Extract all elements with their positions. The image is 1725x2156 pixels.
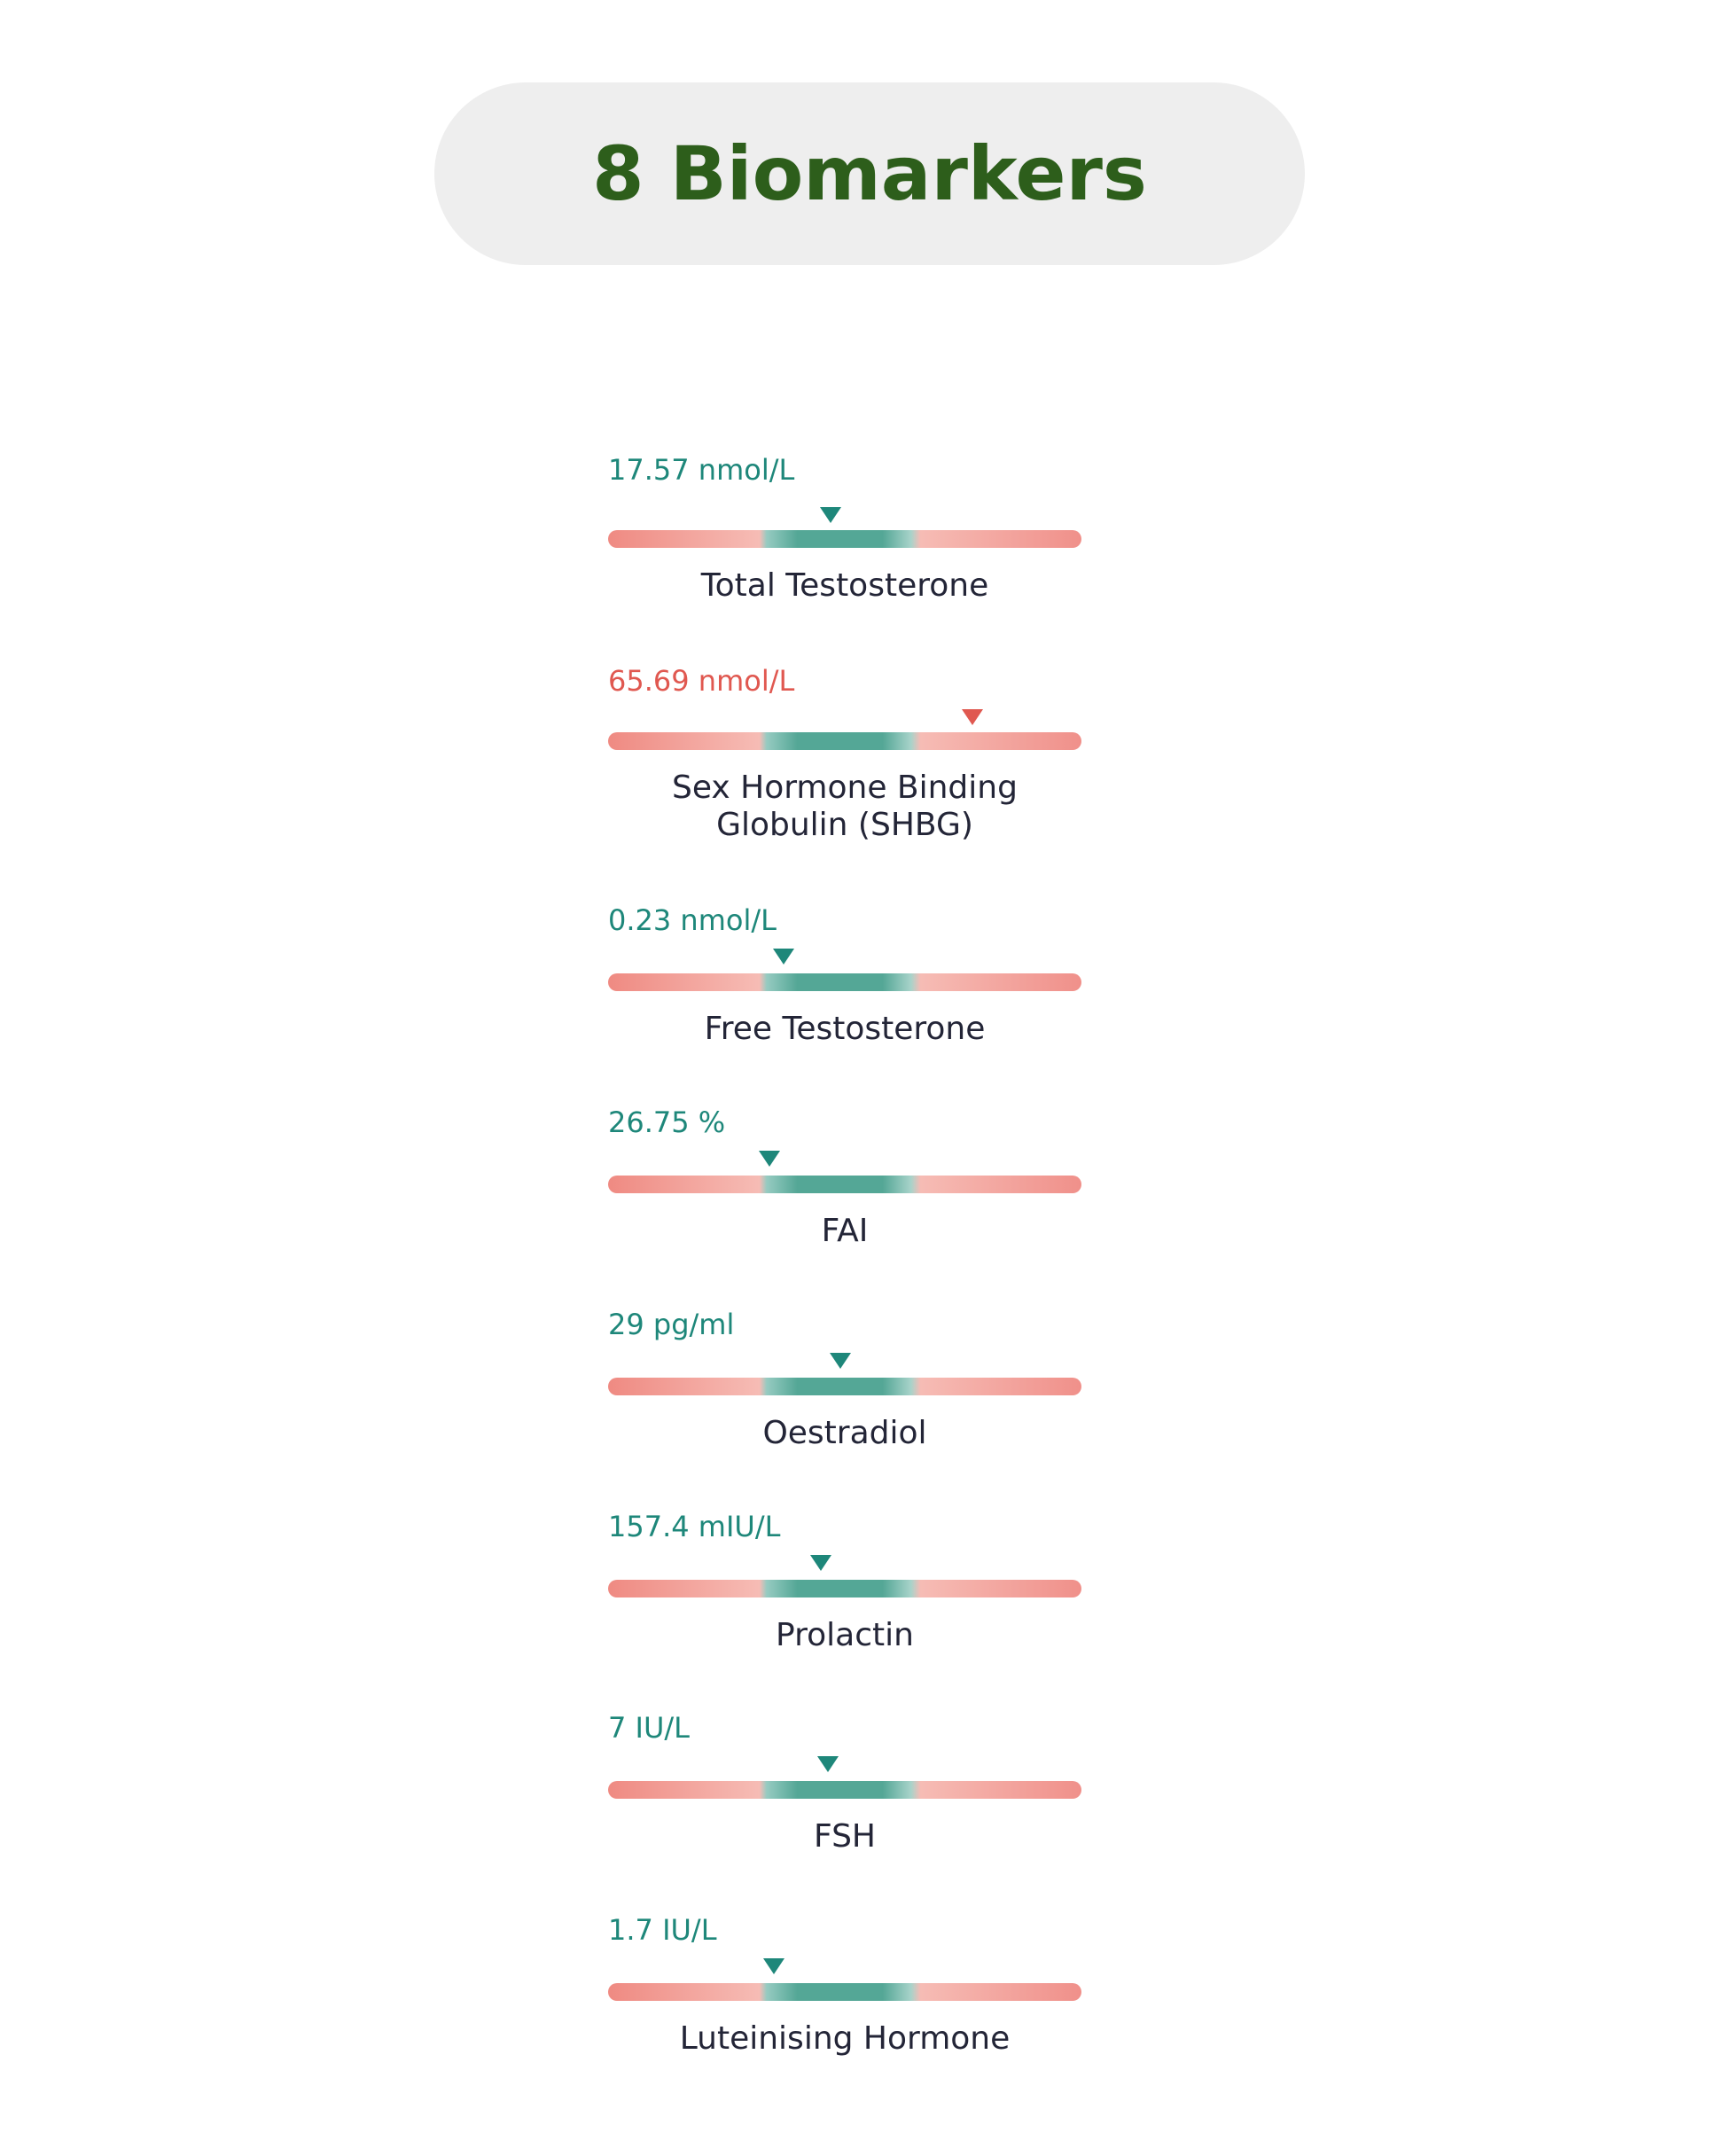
biomarker-fsh xyxy=(608,1711,1081,1864)
biomarker-name: Prolactin xyxy=(776,1617,914,1653)
header-pill xyxy=(434,82,1305,265)
biomarker-oestradiol xyxy=(608,1310,1081,1461)
biomarker-name: FSH xyxy=(814,1818,876,1855)
biomarker-value: 26.75 % xyxy=(608,1105,726,1139)
range-bar xyxy=(608,1176,1081,1193)
range-marker-icon xyxy=(820,507,841,523)
range-bar xyxy=(608,1983,1081,2001)
biomarker-total-testosterone xyxy=(608,453,1081,606)
biomarker-prolactin xyxy=(608,1512,1081,1663)
biomarker-name: Sex Hormone Binding Globulin (SHBG) xyxy=(672,769,1018,843)
biomarker-name: Total Testosterone xyxy=(700,567,989,604)
range-marker-icon xyxy=(773,949,794,965)
biomarker-free-testosterone xyxy=(608,903,1081,1057)
biomarker-value: 7 IU/L xyxy=(608,1711,690,1745)
range-bar xyxy=(608,1580,1081,1597)
biomarker-value: 1.7 IU/L xyxy=(608,1913,717,1947)
biomarker-value: 65.69 nmol/L xyxy=(608,664,795,698)
biomarker-name: FAI xyxy=(821,1213,869,1249)
range-marker-icon xyxy=(763,1958,784,1974)
biomarker-fai xyxy=(608,1105,1081,1259)
range-bar xyxy=(608,530,1081,548)
biomarker-name: Luteinising Hormone xyxy=(679,2020,1011,2057)
range-marker-icon xyxy=(830,1353,851,1369)
biomarker-value: 157.4 mIU/L xyxy=(608,1510,781,1543)
biomarker-name: Oestradiol xyxy=(762,1415,927,1451)
biomarker-value: 17.57 nmol/L xyxy=(608,453,795,487)
biomarker-value: 0.23 nmol/L xyxy=(608,903,777,937)
range-bar xyxy=(608,973,1081,991)
biomarker-shbg xyxy=(608,664,1081,844)
range-marker-icon xyxy=(962,709,983,725)
biomarker-luteinising-hormone xyxy=(608,1913,1081,2066)
range-marker-icon xyxy=(817,1756,839,1772)
range-marker-icon xyxy=(759,1151,780,1167)
biomarker-name: Free Testosterone xyxy=(704,1011,986,1047)
range-marker-icon xyxy=(810,1555,831,1571)
range-bar xyxy=(608,1378,1081,1395)
range-bar xyxy=(608,732,1081,750)
page-title: 8 Biomarkers xyxy=(592,130,1147,217)
range-bar xyxy=(608,1781,1081,1799)
biomarker-value: 29 pg/ml xyxy=(608,1308,735,1341)
